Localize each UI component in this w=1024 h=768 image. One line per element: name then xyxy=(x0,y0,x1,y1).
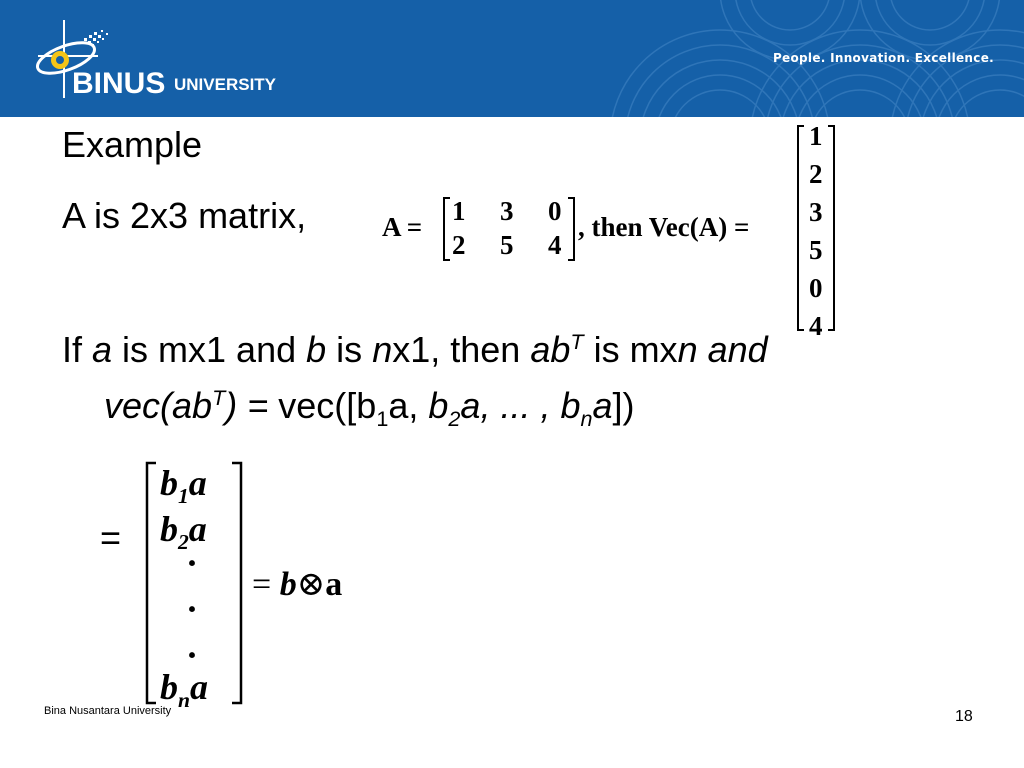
line2-is-mx: is mx xyxy=(583,329,678,370)
line3-b2: b xyxy=(428,385,449,426)
kron-rhs-otimes: ⊗ xyxy=(296,564,326,604)
kron-row-n-sub: n xyxy=(178,688,191,713)
equation-kronecker xyxy=(144,460,384,713)
kron-row-1-a: a xyxy=(188,463,207,503)
matrix-a-r2c3: 4 xyxy=(548,230,562,260)
vec-a-item: 0 xyxy=(809,273,823,303)
line2-T: T xyxy=(570,329,584,354)
kron-dot: · xyxy=(186,589,199,629)
kron-rhs-a: a xyxy=(325,566,343,603)
line2-a: a xyxy=(92,329,113,370)
footer-institution: Bina Nusantara University xyxy=(44,705,172,717)
kron-row-2 xyxy=(160,508,207,555)
kron-rhs-b: b xyxy=(279,566,297,603)
slide-heading: Example xyxy=(62,124,203,165)
line2-x1-then: x1, then xyxy=(392,329,531,370)
binus-logo xyxy=(24,18,304,103)
eq1-lhs: A = xyxy=(382,212,423,242)
kron-row-2-b: b xyxy=(160,509,178,549)
vec-a-item: 1 xyxy=(809,121,823,151)
page-number: 18 xyxy=(955,708,973,725)
kron-rhs-eq: = xyxy=(252,566,272,603)
matrix-a-r1c1: 1 xyxy=(452,196,466,226)
kron-dot: · xyxy=(186,543,199,583)
line3-T: T xyxy=(212,385,226,410)
line3-sub2: 2 xyxy=(448,406,461,432)
line3-close: ]) xyxy=(612,385,635,426)
line2-is: is xyxy=(326,329,373,370)
header-banner xyxy=(0,0,1024,117)
line1-text: A is 2x3 matrix, xyxy=(62,195,307,236)
kron-row-1-sub: 1 xyxy=(178,484,189,509)
line2-ab: ab xyxy=(530,329,571,370)
line2-n: n xyxy=(372,329,393,370)
kron-row-1-b: b xyxy=(160,463,178,503)
matrix-a-r2c1: 2 xyxy=(452,230,466,260)
line3-a-end: a xyxy=(592,385,613,426)
logo-brand: BINUS xyxy=(72,67,166,100)
vec-a-item: 5 xyxy=(809,235,823,265)
line3-sub1: 1 xyxy=(376,406,389,432)
line2-b: b xyxy=(306,329,327,370)
kron-row-2-sub: 2 xyxy=(178,530,189,555)
line2-text xyxy=(62,329,768,370)
line2-if: If xyxy=(62,329,93,370)
logo-university: UNIVERSITY xyxy=(174,75,277,94)
eq1-then-text: , then Vec(A) = xyxy=(578,212,750,242)
kron-row-n xyxy=(160,666,209,713)
line3-text xyxy=(104,385,635,432)
vec-a-item: 4 xyxy=(809,311,823,341)
kron-rhs xyxy=(252,564,342,604)
line3-a-comma: a, xyxy=(388,385,429,426)
vec-a-item: 3 xyxy=(809,197,823,227)
equals-sign: = xyxy=(100,517,122,558)
line3-vec-open: vec([b xyxy=(278,385,377,426)
tagline: People. Innovation. Excellence. xyxy=(772,51,994,65)
line2-is-mx1-and: is mx1 and xyxy=(112,329,307,370)
line3-bn: b xyxy=(560,385,581,426)
matrix-a-r1c3: 0 xyxy=(548,196,562,226)
line3-vec-ab: vec(ab xyxy=(104,385,213,426)
line3-close-eq: ) = xyxy=(225,385,279,426)
matrix-a-r2c2: 5 xyxy=(500,230,514,260)
kron-row-n-a: a xyxy=(190,667,209,707)
line3-a-dots: a, ... , xyxy=(460,385,561,426)
kron-row-2-a: a xyxy=(188,509,207,549)
vec-a-column xyxy=(796,121,840,341)
line3-subn: n xyxy=(580,406,593,432)
line2-n-and: n and xyxy=(677,329,768,370)
vec-a-item: 2 xyxy=(809,159,823,189)
matrix-a-r1c2: 3 xyxy=(500,196,514,226)
kron-dot: · xyxy=(186,635,199,675)
kron-row-n-b: b xyxy=(160,667,178,707)
kron-row-1 xyxy=(160,462,207,509)
